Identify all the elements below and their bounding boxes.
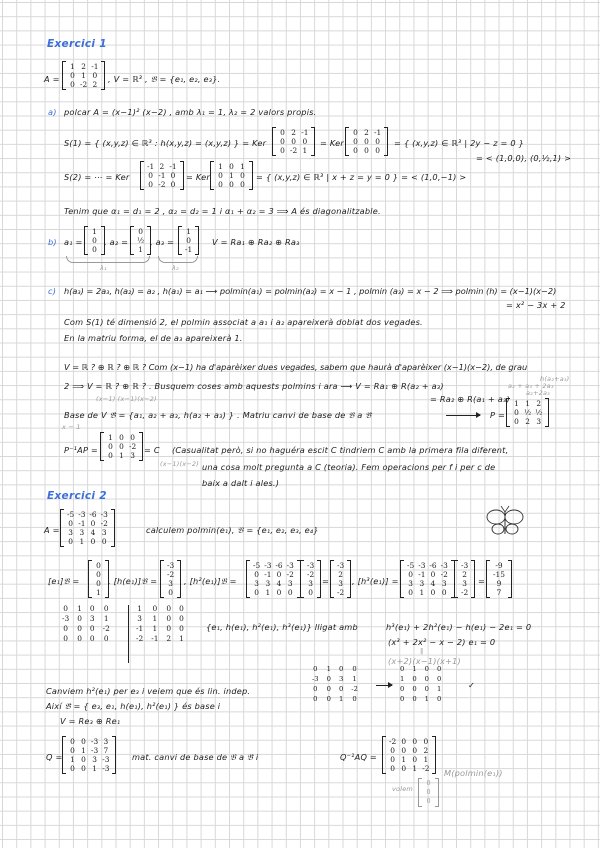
note-x-minus-1: x − 1 <box>62 423 81 431</box>
b-a2-label: , a₂ = <box>104 237 129 247</box>
casual-line-1: (Casualitat però, si no haguéra escit C tindriem C amb la primera fila diferent, <box>172 445 509 455</box>
volem-vector: 0 0 0 <box>418 778 439 807</box>
lambda2-label: λ₂ <box>172 264 179 272</box>
check-mark-icon: ✓ <box>468 680 476 690</box>
ex2-matrix-A: -5 -3 -6 -3 0 -1 0 -2 3 3 4 3 0 1 0 0 <box>60 509 115 547</box>
v-line-3: = Ra₂ ⊕ R(a₁ + a₃) <box>430 394 510 404</box>
h2-result: -3 2 3 -2 <box>330 560 351 598</box>
b-a1-label: a₁ = <box>64 237 83 247</box>
brace-lambda2 <box>158 256 198 263</box>
h2-label: , [h²(e₁)]𝔅 = <box>184 576 237 586</box>
s2-left: S(2) = ⋯ = Ker <box>64 172 130 182</box>
h-label: , [h(e₁)]𝔅 = <box>108 576 158 586</box>
set-lligat: {e₁, h(e₁), h²(e₁), h³(e₁)} lligat amb <box>206 622 358 632</box>
ex1-title: Exercici 1 <box>47 38 107 50</box>
matrix-Q: 0 0 -3 3 0 1 -3 7 1 0 3 -3 0 0 1 -3 <box>62 736 116 774</box>
ex2-A-label: A = <box>44 525 60 535</box>
b-a3-label: , a₃ = <box>150 237 175 247</box>
s1-matrix-1: 0 2 -1 0 0 0 0 -2 1 <box>272 127 315 156</box>
vector-a3: 1 0 -1 <box>178 226 199 255</box>
s1-matrix-2: 0 2 -1 0 0 0 0 0 0 <box>345 127 388 156</box>
v-line-2: 2 ⟹ V = ℝ ? ⊕ ℝ ? . Busquem coses amb aquests polmins i ara ⟶ V = Ra₁ ⊕ R(a₂ + a₃) <box>64 381 444 391</box>
relation-2: (x³ + 2x² − x − 2) e₁ = 0 <box>388 637 496 647</box>
casual-line-2: una cosa molt pregunta a C (teoria). Fem operacions per f i per c de <box>202 462 496 472</box>
h3-matrix-A: -5 -3 -6 -3 0 -1 0 -2 3 3 4 3 0 1 0 0 <box>400 560 455 598</box>
matrix-QAQ: -2 0 0 0 0 0 0 2 0 1 0 1 0 0 1 -2 <box>382 736 436 774</box>
s1-span: = < (1,0,0), (0,½,1) > <box>476 153 572 163</box>
lambda1-label: λ₁ <box>100 264 107 272</box>
h2-vector: -3 -2 3 0 <box>300 560 321 598</box>
com-line-2: En la matriu forma, el de a₃ apareixerà 1. <box>64 333 243 343</box>
s2-matrix-2: 1 0 1 0 1 0 0 0 0 <box>210 161 253 190</box>
tenim-line: Tenim que α₁ = d₁ = 2 , α₂ = d₂ = 1 i α₁ + α₂ = 3 ⟹ A és diagonalitzable. <box>64 206 381 216</box>
vector-h-e1: -3 -2 3 0 <box>160 560 181 598</box>
volem-note: volem <box>392 785 413 793</box>
relation-eq-mark: ‖ <box>420 647 424 655</box>
butterfly-doodle-icon <box>484 504 528 538</box>
ex1-part-c-label: c) <box>48 286 57 296</box>
note-poly-xm1xm2: (x−1)(x−2) <box>160 460 200 468</box>
Q-label: Q = <box>46 752 63 762</box>
reduction-separator <box>128 605 129 663</box>
h3-label: , [h³(e₁)] = <box>352 576 399 586</box>
relation-3: (x+2)(x−1)(x+1) <box>388 656 461 666</box>
h3-eq: = <box>478 576 486 586</box>
c-result: = x² − 3x + 2 <box>506 300 566 310</box>
V-decomp-2: V = Re₃ ⊕ Re₁ <box>60 716 121 726</box>
h3-vector: -3 2 3 -2 <box>454 560 475 598</box>
c-text: h(a₃) = 2a₃, h(a₂) = a₂ , h(a₁) = a₁ ⟶ polmin(a₁) = polmin(a₂) = x − 1 , polmin (a₃) = x − 2 ⟹ polmin (h) = (x−1)(x−2) <box>64 286 557 296</box>
PAP-eq-C: = C <box>144 445 160 455</box>
calc-text: calculem polmin(e₁), 𝔅 = {e₁, e₂, e₃, e₄} <box>146 525 319 535</box>
ex2-title: Exercici 2 <box>47 490 107 502</box>
canvi-line: Canviem h²(e₁) per e₃ i veiem que és lin. indep. <box>46 686 251 696</box>
vector-e1: 0 0 0 1 <box>88 560 109 598</box>
s2-right: = { (x,y,z) ∈ ℝ³ | x + z = y = 0 } = < (1,0,−1) > <box>256 172 467 182</box>
vector-a2: 0 ½ 1 <box>130 226 151 255</box>
base-text: Base de V 𝔅̄ = {a₁, a₂ + a₃, h(a₂ + a₃) } . Matriu canvi de base de 𝔅 a 𝔅̄ <box>64 410 372 420</box>
note-polynomials: (x−1) (x−1)(x−2) <box>96 395 157 403</box>
s1-left: S(1) = { (x,y,z) ∈ ℝ³ : h(x,y,z) = (x,y,z) } = Ker <box>64 138 267 148</box>
note-h-a2a3: h(a₂+a₃) <box>540 375 570 383</box>
Q-text: mat. canvi de base de 𝔅 a 𝔅̄ i <box>132 752 259 762</box>
e1-label: [e₁]𝔅 = <box>48 576 80 586</box>
QAQ-label: Q⁻¹AQ = <box>340 752 377 762</box>
brace-lambda1 <box>66 256 150 263</box>
reduction-matrix-D: 0 1 0 0 1 0 0 0 0 0 0 1 0 0 1 0 <box>400 665 442 703</box>
arrow-to-P <box>446 415 480 416</box>
s1-mid: = Ker <box>320 138 344 148</box>
ex1-part-a-label: a) <box>48 107 57 117</box>
h2-eq: = <box>322 576 330 586</box>
P-label: P = <box>490 410 506 420</box>
relation-1: h³(e₁) + 2h²(e₁) − h(e₁) − 2e₁ = 0 <box>386 622 532 632</box>
note-a2-2a3: a₂+2a₃ <box>526 389 550 397</box>
b-V-decomp: V = Ra₁ ⊕ Ra₂ ⊕ Ra₃ <box>212 237 300 247</box>
M-polmin-note: M(polmin(e₁)) <box>444 768 503 778</box>
reduction-matrix-C: 0 1 0 0 -3 0 3 1 0 0 0 -2 0 0 1 0 <box>312 665 358 703</box>
ex1-part-a-text: polcar A = (x−1)² (x−2) , amb λ₁ = 1, λ₂ = 2 valors propis. <box>64 107 317 117</box>
aixi-line: Així 𝔅̄ = { e₃, e₁, h(e₁), h²(e₁) } és base i <box>46 701 221 711</box>
s2-matrix-1: -1 2 -1 0 -1 0 0 -2 0 <box>140 161 184 190</box>
s1-right: = { (x,y,z) ∈ ℝ³ | 2y − z = 0 } <box>394 138 524 148</box>
vector-a1: 1 0 0 <box>84 226 105 255</box>
PAP-label: P⁻¹AP = <box>64 445 98 455</box>
ex1-def-rest: , V = ℝ³ , 𝔅 = {e₁, e₂, e₃}. <box>108 74 221 84</box>
com-line-1: Com S(1) té dimensió 2, el polmin associat a a₁ i a₂ apareixerà doblat dos vegades. <box>64 317 423 327</box>
ex1-matrix-A: 1 2 -1 0 1 0 0 -2 2 <box>62 61 105 90</box>
reduction-matrix-right: 1 0 0 0 3 1 0 0 -1 1 0 0 -2 -1 2 1 <box>136 604 184 643</box>
s2-mid: = Ker <box>186 172 210 182</box>
casual-line-3: baix a dalt i ales.) <box>202 478 280 488</box>
ex1-A-label: A = <box>44 74 60 84</box>
h2-matrix-A: -5 -3 -6 -3 0 -1 0 -2 3 3 4 3 0 1 0 0 <box>246 560 301 598</box>
ex1-part-b-label: b) <box>48 237 57 247</box>
matrix-C: 1 0 0 0 0 -2 0 1 3 <box>100 432 143 461</box>
note-a2-a3-2a3: a₂ + a₃ + 2a₃ <box>508 382 554 390</box>
arrow-reduction <box>376 685 392 686</box>
v-line-1: V = ℝ ? ⊕ ℝ ? ⊕ ℝ ? Com (x−1) ha d'aparèixer dues vegades, sabem que haurà d'aparèixer (x−1)(x−2), de grau <box>64 362 528 372</box>
reduction-matrix-left: 0 1 0 0 -3 0 3 1 0 0 0 -2 0 0 0 0 <box>62 604 110 643</box>
matrix-P: 1 1 2 0 ½ ½ 0 2 3 <box>506 398 549 427</box>
h3-result: -9 -15 9 7 <box>486 560 512 598</box>
